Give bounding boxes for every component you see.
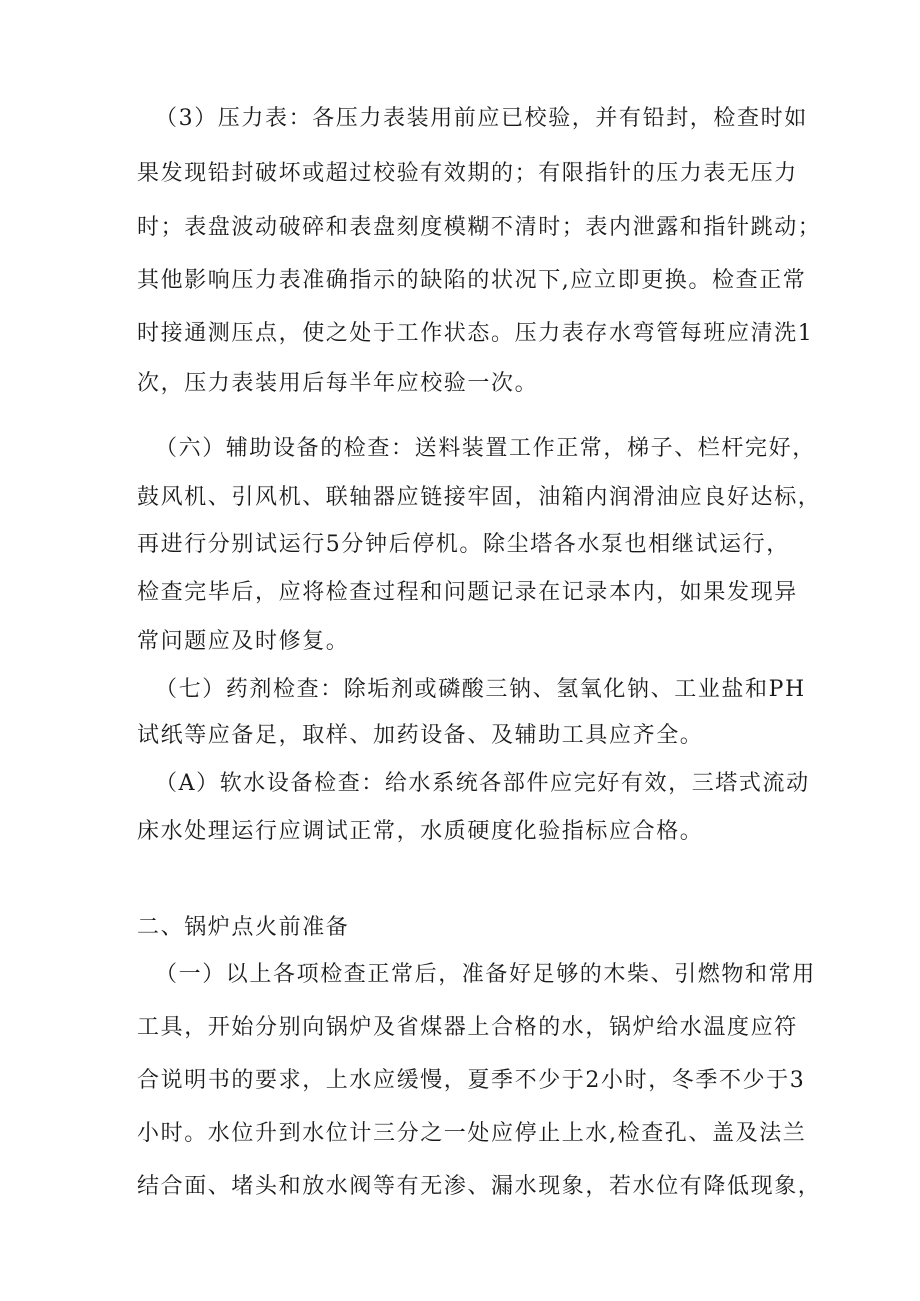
text-line: 果发现铅封破坏或超过校验有效期的；有限指针的压力表无压力 xyxy=(137,161,798,186)
text-line: 检查完毕后，应将检查过程和问题记录在记录本内，如果发现异 xyxy=(137,580,798,605)
text-line: （六）辅助设备的检查：送料装置工作正常，梯子、栏杆完好， xyxy=(155,436,816,461)
text-line: 小时。水位升到水位计三分之一处应停止上水,检查孔、盖及法兰 xyxy=(137,1121,807,1146)
text-line: （3）压力表：各压力表装用前应已校验，并有铅封，检查时如 xyxy=(155,106,808,131)
text-line: （一）以上各项检查正常后，准备好足够的木柴、引燃物和常用 xyxy=(155,962,816,987)
text-line: （A）软水设备检查：给水系统各部件应完好有效，三塔式流动 xyxy=(155,771,810,796)
text-line: 时接通测压点，使之处于工作状态。压力表存水弯管每班应清洗1 xyxy=(137,321,814,346)
text-line: 试纸等应备足，取样、加药设备、及辅助工具应齐全。 xyxy=(137,723,704,748)
text-line: 结合面、堵头和放水阀等有无渗、漏水现象，若水位有降低现象， xyxy=(137,1174,822,1199)
text-line: 工具，开始分别向锅炉及省煤器上合格的水，锅炉给水温度应符 xyxy=(137,1015,798,1040)
text-line: 床水处理运行应调试正常，水质硬度化验指标应合格。 xyxy=(137,819,704,844)
text-line: 时；表盘波动破碎和表盘刻度模糊不清时；表内泄露和指针跳动； xyxy=(137,215,822,240)
text-line: 其他影响压力表准确指示的缺陷的状况下,应立即更换。检查正常 xyxy=(137,268,807,293)
text-line: （七）药剂检查：除垢剂或磷酸三钠、氢氧化钠、工业盐和PH xyxy=(155,677,806,702)
text-line: 次，压力表装用后每半年应校验一次。 xyxy=(137,371,539,396)
text-line: 再进行分别试运行5分钟后停机。除尘塔各水泵也相继试运行， xyxy=(137,532,790,557)
text-line: 常问题应及时修复。 xyxy=(137,629,350,654)
text-line: 合说明书的要求，上水应缓慢，夏季不少于2小时，冬季不少于3 xyxy=(137,1068,806,1093)
section-heading: 二、锅炉点火前准备 xyxy=(137,915,350,940)
text-line: 鼓风机、引风机、联轴器应链接牢固，油箱内润滑油应良好达标， xyxy=(137,485,822,510)
